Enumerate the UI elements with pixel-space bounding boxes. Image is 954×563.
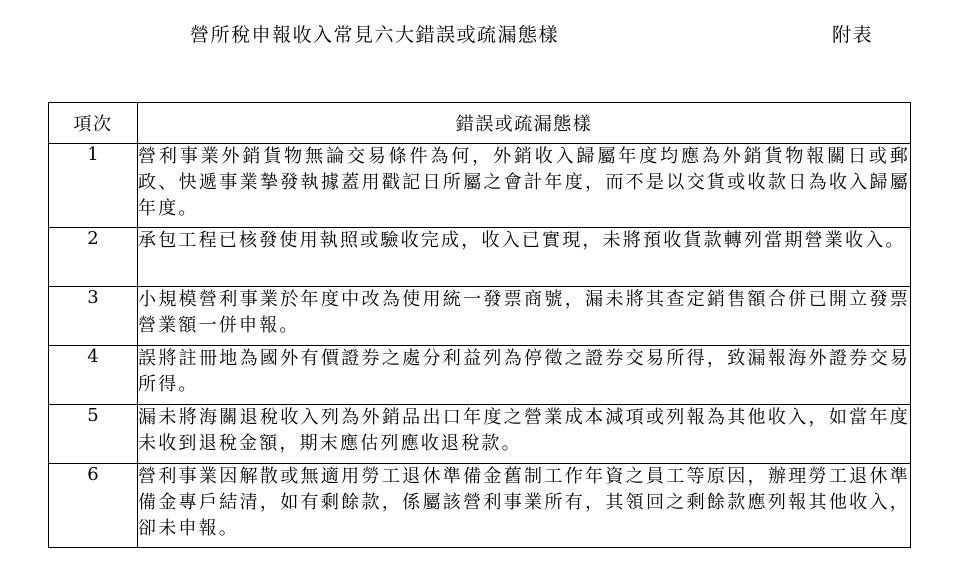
row-description: 營利事業因解散或無適用勞工退休準備金舊制工作年資之員工等原因，辦理勞工退休準備金專戶結清，如有剩餘款，係屬該營利事業所有，其領回之剩餘款應列報其他收入，卻未申報。	[138, 464, 911, 548]
row-index: 4	[49, 346, 138, 405]
row-description: 承包工程已核發使用執照或驗收完成，收入已實現，未將預收貨款轉列當期營業收入。	[138, 228, 911, 287]
row-description: 漏未將海關退稅收入列為外銷品出口年度之營業成本減項或列報為其他收入，如當年度未收到退稅金額，期末應估列應收退稅款。	[138, 405, 911, 464]
table-header-row	[49, 103, 911, 144]
row-index: 1	[49, 144, 138, 228]
table-row	[49, 405, 911, 464]
table-row	[49, 144, 911, 228]
table-row	[49, 228, 911, 287]
row-index: 3	[49, 287, 138, 346]
header-description: 錯誤或疏漏態樣	[138, 103, 911, 144]
table-row	[49, 464, 911, 548]
header-index: 項次	[49, 103, 138, 144]
document-title: 營所稅申報收入常見六大錯誤或疏漏態樣	[190, 24, 560, 46]
attachment-label: 附表	[832, 24, 874, 46]
row-description: 小規模營利事業於年度中改為使用統一發票商號，漏未將其查定銷售額合併已開立發票營業額一併申報。	[138, 287, 911, 346]
row-index: 2	[49, 228, 138, 287]
row-description: 營利事業外銷貨物無論交易條件為何，外銷收入歸屬年度均應為外銷貨物報關日或郵政、快遞事業摯發執據蓋用戳記日所屬之會計年度，而不是以交貨或收款日為收入歸屬年度。	[138, 144, 911, 228]
row-index: 5	[49, 405, 138, 464]
table-row	[49, 346, 911, 405]
row-index: 6	[49, 464, 138, 548]
errors-table	[48, 102, 911, 548]
row-description: 誤將註冊地為國外有價證券之處分利益列為停徵之證券交易所得，致漏報海外證券交易所得。	[138, 346, 911, 405]
table-row	[49, 287, 911, 346]
